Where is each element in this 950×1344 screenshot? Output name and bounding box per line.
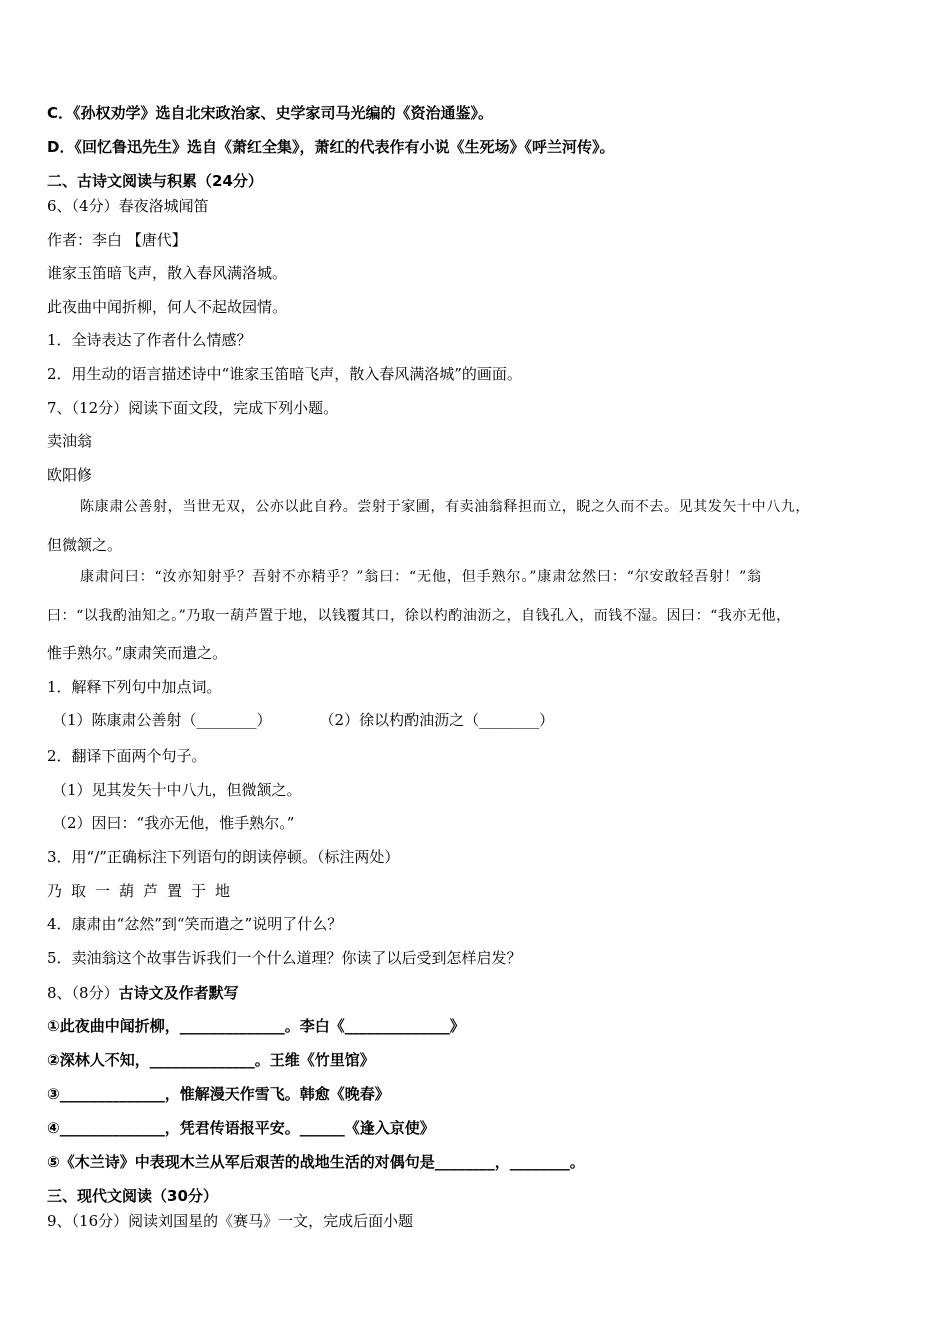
q7-title: 7、（12分）阅读下面文段，完成下列小题。: [47, 399, 339, 417]
q7-sub4: 4．康肃由“忿然”到“笑而遣之”说明了什么？: [47, 915, 343, 933]
q7-sub2: 2．翻译下面两个句子。: [47, 747, 207, 765]
q6-author: 作者：李白 【唐代】: [47, 231, 187, 249]
q9-title: 9、（16分）阅读刘国星的《赛马》一文，完成后面小题: [47, 1212, 414, 1230]
para2-line1: 康肃问曰：“汝亦知射乎？吾射不亦精乎？”翁曰：“无他，但手熟尔。”康肃忿然曰：“尔安敢轻吾射！”翁: [80, 569, 763, 585]
para1-line1: 陈康肃公善射，当世无双，公亦以此自矜。尝射于家圃，有卖油翁释担而立，睨之久而不去。见其发矢十中八九，: [80, 499, 810, 515]
para1-line2: 但微颔之。: [47, 536, 123, 554]
q6-sub1: 1．全诗表达了作者什么情感？: [47, 331, 252, 349]
q7-sub3-sentence: 乃取一葫芦置于地: [47, 882, 240, 900]
passage-title: 卖油翁: [47, 432, 93, 450]
q8-item1: ①此夜曲中闻折柳，______________。李白《______________》: [47, 1017, 465, 1035]
q6-title: 6、（4分）春夜洛城闻笛: [47, 197, 209, 215]
q7-sub2-b: （2）因曰：“我亦无他，惟手熟尔。”: [52, 814, 295, 832]
q8-title: [47, 983, 239, 1003]
para2-line2: 曰：“以我酌油知之。”乃取一葫芦置于地，以钱覆其口，徐以杓酌油沥之，自钱孔入，而钱不湿。因曰：“我亦无他，: [47, 608, 791, 624]
q8-item3: ③______________，惟解漫天作雪飞。韩愈《晚春》: [47, 1085, 390, 1103]
section2-heading: 二、古诗文阅读与积累（24分）: [47, 172, 263, 190]
q7-sub3: 3．用“/”正确标注下列语句的朗读停顿。（标注两处）: [47, 848, 400, 866]
q7-sub1-b: （2）徐以杓酌油沥之（________）: [319, 711, 555, 729]
q7-sub2-a: （1）见其发矢十中八九，但微颔之。: [52, 781, 302, 799]
para2-line3: 惟手熟尔。”康肃笑而遣之。: [47, 644, 228, 662]
poem-line-2: 此夜曲中闻折柳，何人不起故园情。: [47, 298, 288, 316]
q8-title-prefix: 8、（8分）: [47, 984, 119, 1002]
q7-sub1: 1．解释下列句中加点词。: [47, 678, 222, 696]
q8-item2: ②深林人不知，______________。王维《竹里馆》: [47, 1051, 375, 1069]
option-c: C．《孙权劝学》选自北宋政治家、史学家司马光编的《资治通鉴》。: [47, 104, 494, 122]
q6-sub2: 2．用生动的语言描述诗中“谁家玉笛暗飞声，散入春风满洛城”的画面。: [47, 365, 522, 383]
option-d: D．《回忆鲁迅先生》选自《萧红全集》，萧红的代表作有小说《生死场》《呼兰河传》。: [47, 138, 615, 156]
q7-sub1-row: [52, 710, 554, 730]
poem-line-1: 谁家玉笛暗飞声，散入春风满洛城。: [47, 264, 288, 282]
q8-item4: ④______________，凭君传语报平安。______《逢入京使》: [47, 1119, 435, 1137]
q8-title-bold: 古诗文及作者默写: [118, 984, 239, 1002]
q7-sub5: 5．卖油翁这个故事告诉我们一个什么道理？你读了以后受到怎样启发？: [47, 949, 522, 967]
q7-sub1-a: （1）陈康肃公善射（________）: [52, 711, 272, 729]
q8-item5: ⑤《木兰诗》中表现木兰从军后艰苦的战地生活的对偶句是________，________。: [47, 1153, 585, 1171]
passage-author: 欧阳修: [47, 466, 93, 484]
section3-heading: 三、现代文阅读（30分）: [47, 1187, 218, 1205]
